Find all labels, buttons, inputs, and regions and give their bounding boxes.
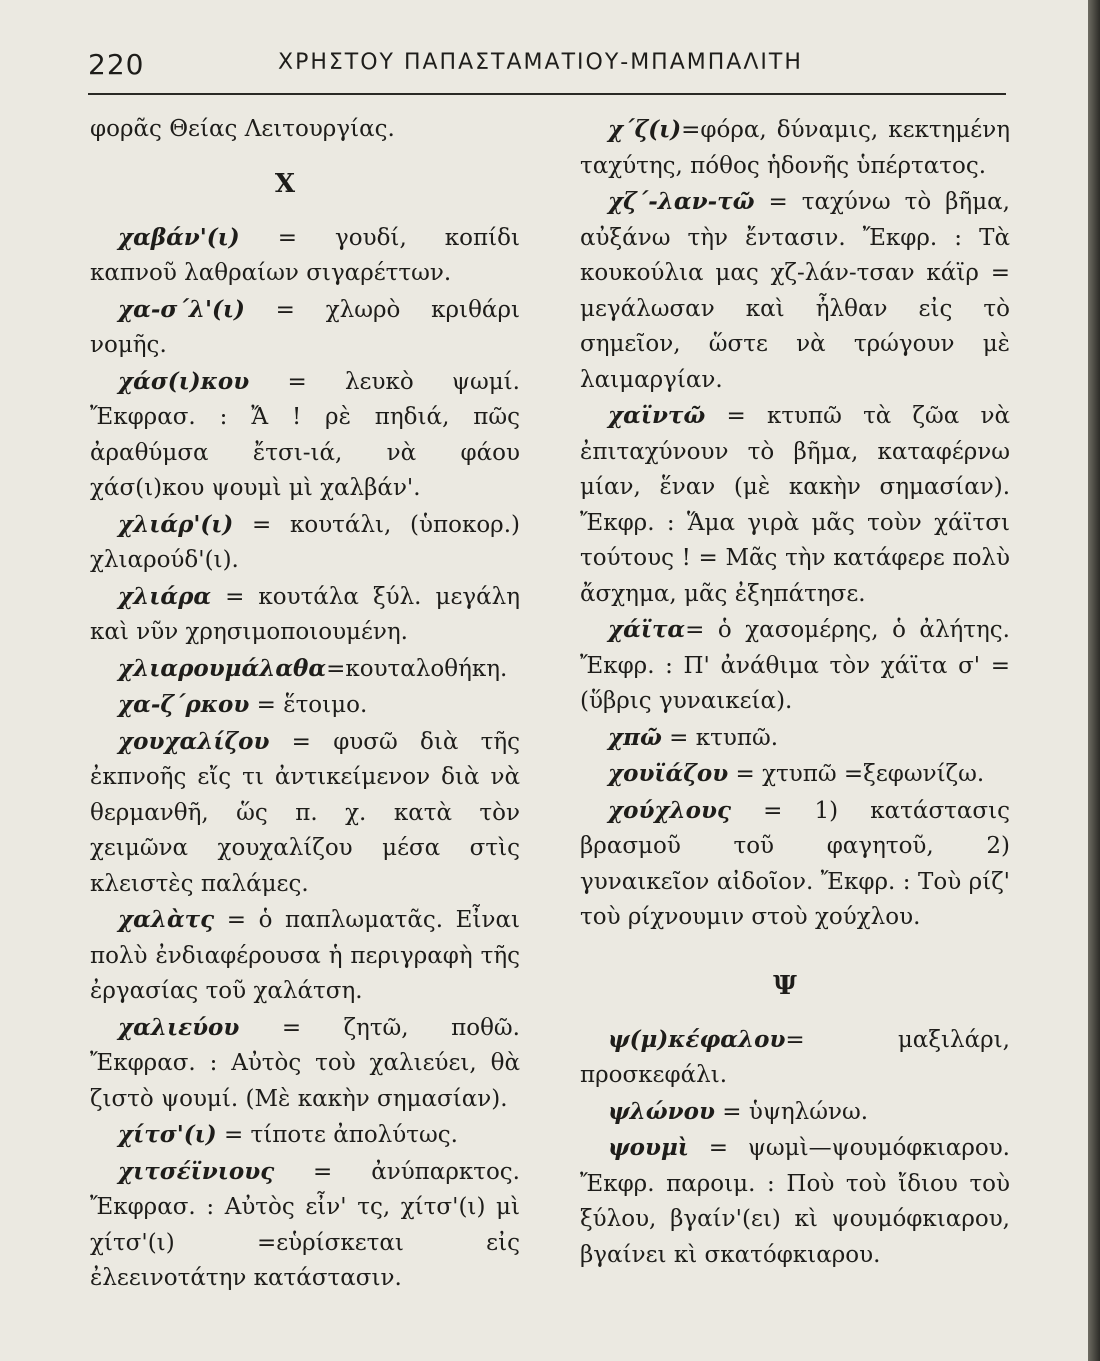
entry-definition: = τίποτε ἀπολύτως. — [216, 1122, 458, 1148]
entry-headword: χαβάν'(ι) — [118, 223, 240, 251]
header-rule — [88, 93, 1006, 95]
entry-headword: χλιαρουμάλαθα — [118, 654, 327, 682]
entry-definition: = φυσῶ διὰ τῆς ἐκπνοῆς εἴς τι ἀντικείμενον διὰ νὰ θερμανθῆ, ὥς π. χ. κατὰ τὸν χειμῶνα χουχαλίζου μέσα στὶς κλειστὲς παλάμες. — [90, 728, 520, 897]
entry-headword: ψλώνου — [608, 1097, 715, 1125]
entry-definition: = γουδί, κοπίδι καπνοῦ λαθραίων σιγαρέττων. — [90, 224, 520, 286]
entry-definition: = ταχύνω τὸ βῆμα, αὐξάνω τὴν ἔντασιν. Ἔκφρ. : Τὰ κουκούλια μας χζ-λάν-τσαν κάϊρ = μεγάλωσαν καὶ ἦλθαν εἰς τὸ σημεῖον, ὥστε νὰ τρώγουν μὲ λαιμαργίαν. — [580, 189, 1010, 393]
dictionary-entry — [90, 507, 520, 579]
entry-headword: χάϊτα — [608, 616, 686, 643]
entry-headword: χουϊάζου — [608, 760, 729, 787]
right-column — [580, 112, 1010, 1273]
page-header — [88, 42, 1006, 82]
entry-headword: χιτσέϊνιους — [118, 1157, 275, 1185]
dictionary-entry — [580, 756, 1010, 793]
dictionary-entry — [580, 398, 1010, 612]
left-column — [90, 112, 520, 1297]
right-entries-chi — [580, 112, 1010, 936]
entry-definition: = ὁ χασομέρης, ὁ ἀλήτης. Ἔκφρ. : Π' ἀνάθιμα τὸν χάϊτα σ' = (ὕβρις γυναικεία). — [580, 617, 1010, 714]
entry-definition: = χτυπῶ =ξεφωνίζω. — [728, 761, 985, 787]
entry-headword: χαλιεύου — [118, 1013, 240, 1041]
entry-headword: χαλὰτς — [118, 906, 215, 933]
continuation-text: φορᾶς Θείας Λειτουργίας. — [90, 116, 395, 142]
dictionary-entry — [90, 364, 520, 507]
entry-headword: χίτσ'(ι) — [118, 1121, 217, 1148]
dictionary-entry — [90, 902, 520, 1010]
entry-definition: = ζητῶ, ποθῶ. Ἔκφρασ. : Αὐτὸς τοὺ χαλιεύει, θὰ ζιστὸ ψουμί. (Μὲ κακὴν σημασίαν). — [90, 1014, 520, 1112]
entry-headword: χα-σ΄λ'(ι) — [118, 295, 245, 323]
dictionary-entry — [90, 651, 520, 688]
dictionary-entry — [90, 687, 520, 724]
entry-headword: ψ(μ)κέφαλου — [608, 1025, 786, 1053]
entry-headword: ψουμὶ — [608, 1134, 689, 1161]
entry-headword: χζ΄-λαν-τῶ — [608, 188, 755, 215]
running-head: ΧΡΗΣΤΟΥ ΠΑΠΑΣΤΑΜΑΤΙΟΥ-ΜΠΑΜΠΑΛΙΤΗ — [278, 50, 803, 75]
entry-definition: = χλωρὸ κριθάρι νομῆς. — [90, 296, 520, 358]
dictionary-entry — [580, 112, 1010, 184]
dictionary-entry — [90, 724, 520, 903]
dictionary-entry — [90, 1154, 520, 1297]
entry-definition: = κουτάλι, (ὑποκορ.) χλιαρούδ'(ι). — [90, 511, 520, 573]
entry-definition: = ψωμὶ—ψουμόφκιαρου. Ἔκφρ. παροιμ. : Ποὺ τοὺ ἴδιου τοὺ ξύλου, βγαίν'(ει) κὶ ψουμόφκιαρου, βγαίνει κὶ σκατόφκιαρου. — [580, 1135, 1010, 1268]
entry-definition: = ὑψηλώνω. — [714, 1098, 869, 1125]
dictionary-entry — [90, 220, 520, 292]
dictionary-entry — [580, 793, 1010, 936]
dictionary-entry — [580, 1094, 1010, 1131]
entry-definition: = 1) κατάστασις βρασμοῦ τοῦ φαγητοῦ, 2) γυναικεῖον αἰδοῖον. Ἔκφρ. : Τοὺ ρίζ' τοὺ ρίχνουμιν στοὺ χούχλου. — [580, 797, 1010, 930]
entry-definition: =κουταλοθήκη. — [326, 655, 508, 682]
entry-definition: =φόρα, δύναμις, κεκτημένη ταχύτης, πόθος ἡδονῆς ὑπέρτατος. — [580, 117, 1010, 179]
entry-headword: χ΄ζ(ι) — [608, 116, 682, 143]
entry-headword: χαϊντῶ — [608, 402, 706, 429]
dictionary-entry — [580, 1130, 1010, 1273]
entry-definition: = ἕτοιμο. — [249, 692, 368, 718]
dictionary-entry — [580, 612, 1010, 720]
entry-definition: = κτυπῶ. — [661, 724, 779, 751]
dictionary-entry — [580, 1022, 1010, 1094]
dictionary-entry — [90, 1117, 520, 1154]
entry-headword: χλιάρ'(ι) — [118, 510, 234, 538]
dictionary-entry — [90, 292, 520, 364]
entry-definition: = κτυπῶ τὰ ζῶα νὰ ἐπιταχύνουν τὸ βῆμα, καταφέρνω μίαν, ἕναν (μὲ κακὴν σημασίαν). Ἔκφρ. : Ἅμα γιρὰ μᾶς τοὺν χάϊτσι τούτους ! = Μᾶς τὴν κατάφερε πολὺ ἄσχημα, μᾶς ἐξηπάτησε. — [580, 403, 1010, 607]
entry-headword: χουχαλίζου — [118, 727, 270, 755]
page-number: 220 — [88, 48, 145, 81]
entry-definition: = λευκὸ ψωμί. Ἔκφρασ. : Ἄ ! ρὲ πηδιά, πῶς ἀραθύμσα ἔτσι-ιά, νὰ φάου χάσ(ι)κου ψουμὶ μὶ χαλβάν'. — [90, 368, 520, 501]
entry-headword: χα-ζ΄ρκου — [118, 691, 250, 718]
section-letter-psi: Ψ — [773, 970, 797, 1001]
entry-headword: χλιάρα — [118, 582, 212, 610]
entry-headword: χάσ(ι)κου — [118, 367, 250, 395]
entry-definition: = ὁ παπλωματᾶς. Εἶναι πολὺ ἐνδιαφέρουσα ἡ περιγραφὴ τῆς ἐργασίας τοῦ χαλάτση. — [90, 907, 520, 1004]
entry-definition: = ἀνύπαρκτος. Ἔκφρασ. : Αὐτὸς εἶν' τς, χίτσ'(ι) μὶ χίτσ'(ι) =εὑρίσκεται εἰς ἐλεεινοτάτην κατάστασιν. — [90, 1158, 520, 1291]
entry-headword: χπῶ — [608, 723, 662, 751]
dictionary-entry — [90, 1010, 520, 1118]
section-letter-chi: Χ — [274, 168, 296, 199]
dictionary-entry — [90, 579, 520, 651]
section-spacer — [580, 936, 1010, 950]
entry-definition: = μαξιλάρι, προσκεφάλι. — [580, 1026, 1010, 1088]
dictionary-entry — [580, 184, 1010, 398]
page-edge-shadow — [1088, 0, 1100, 1361]
right-entries-psi — [580, 1022, 1010, 1274]
entry-headword: χούχλους — [608, 796, 731, 824]
dictionary-entry — [580, 720, 1010, 757]
entry-definition: = κουτάλα ξύλ. μεγάλη καὶ νῦν χρησιμοποιουμένη. — [90, 583, 520, 645]
left-entries — [90, 220, 520, 1297]
